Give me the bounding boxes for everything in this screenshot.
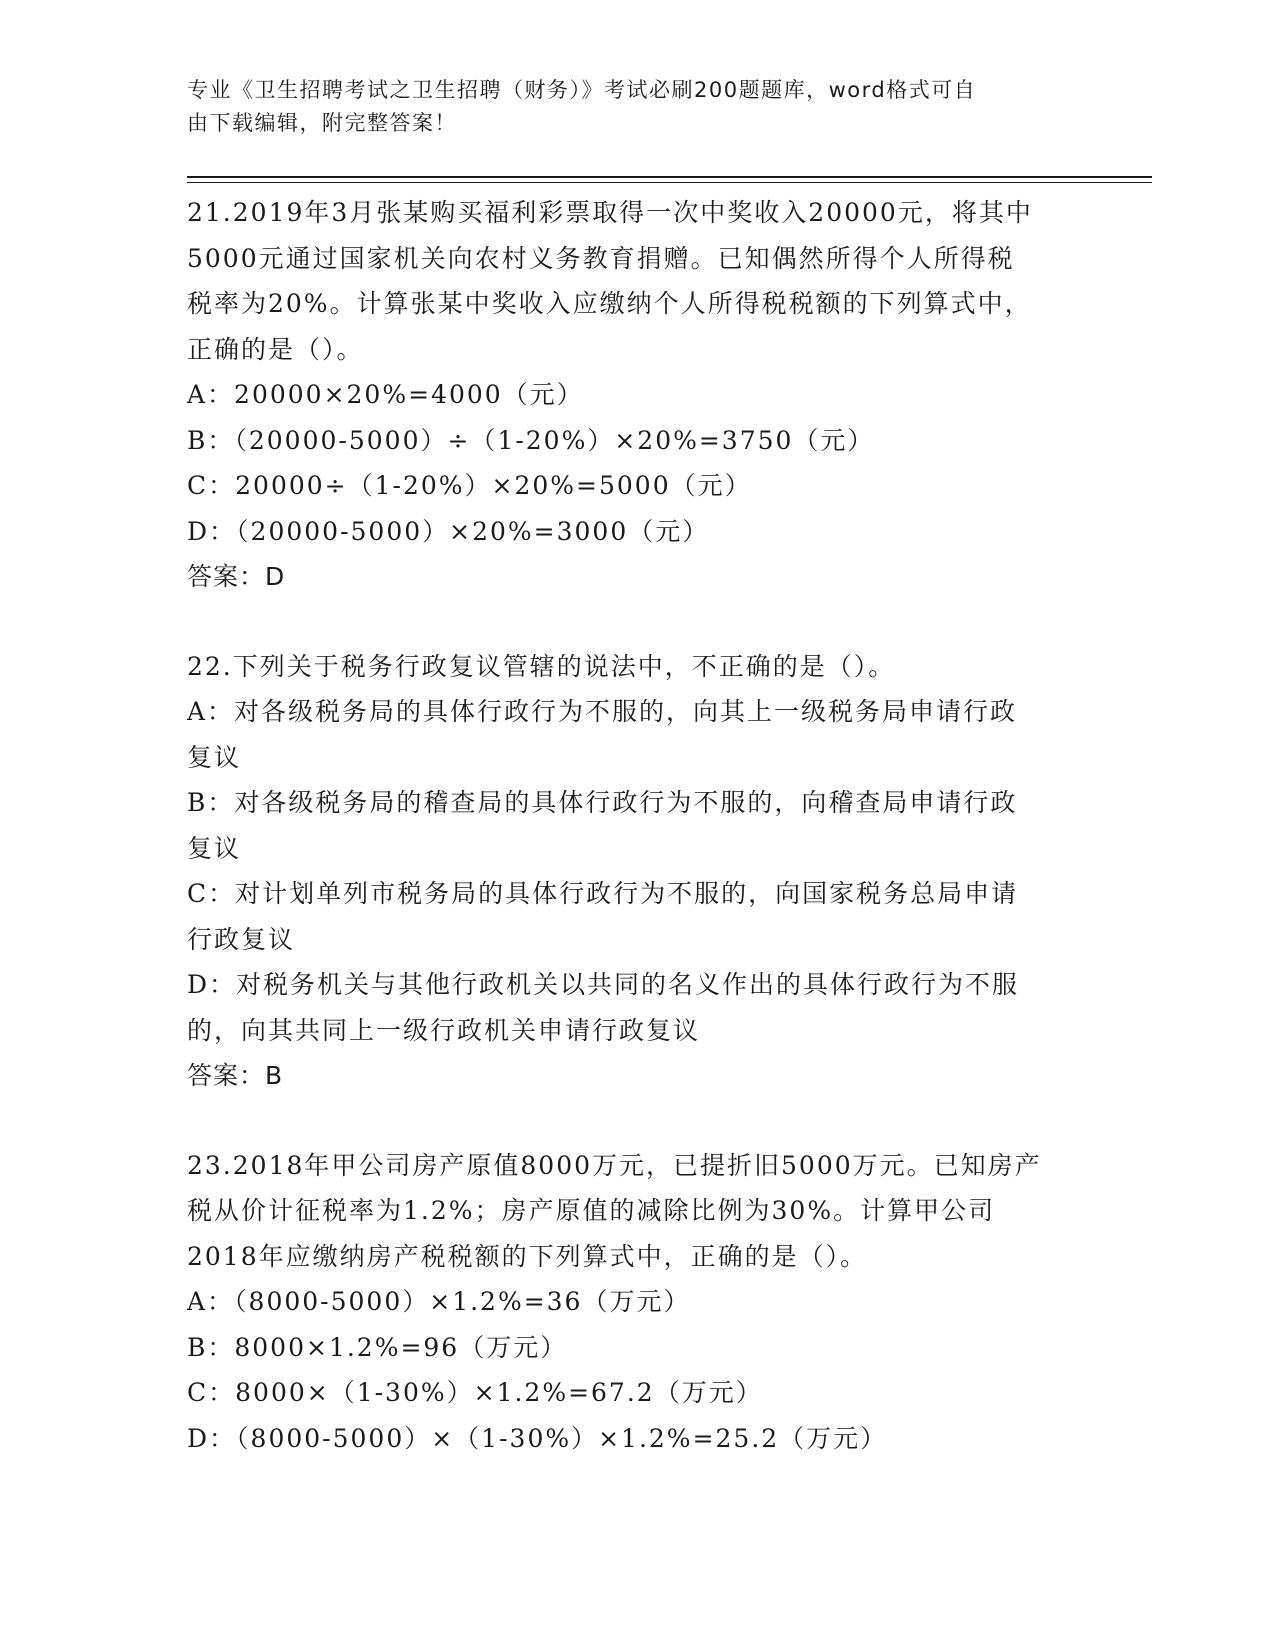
question-stem-line: 21.2019年3月张某购买福利彩票取得一次中奖收入20000元，将其中 bbox=[187, 198, 1033, 227]
question-stem-line: 税率为20%。计算张某中奖收入应缴纳个人所得税税额的下列算式中， bbox=[187, 289, 1032, 318]
question-stem-line: 正确的是（）。 bbox=[187, 334, 364, 364]
question-21 bbox=[187, 190, 1087, 600]
header-line: 专业《卫生招聘考试之卫生招聘（财务）》考试必刷200题题库，word格式可自 bbox=[187, 78, 977, 102]
option-d: D：对税务机关与其他行政机关以共同的名义作出的具体行政行为不服 bbox=[187, 970, 1020, 999]
option-d: D：（20000-5000）×20%=3000（元） bbox=[187, 516, 710, 546]
document-header bbox=[187, 74, 1067, 140]
question-stem-line: 23.2018年甲公司房产原值8000万元，已提折旧5000万元。已知房产 bbox=[187, 1150, 1042, 1180]
option-a: A：（8000-5000）×1.2%=36（万元） bbox=[187, 1287, 691, 1316]
question-22 bbox=[187, 644, 1087, 1099]
answer-label: 答案：D bbox=[187, 562, 286, 591]
option-c: C：对计划单列市税务局的具体行政行为不服的，向国家税务总局申请 bbox=[187, 879, 1019, 908]
option-b: B：8000×1.2%=96（万元） bbox=[187, 1332, 568, 1362]
question-23 bbox=[187, 1143, 1087, 1462]
header-divider bbox=[187, 182, 1152, 183]
option-b: B：对各级税务局的稽查局的具体行政行为不服的，向稽查局申请行政 bbox=[187, 788, 1018, 817]
option-a-continued: 复议 bbox=[187, 742, 242, 772]
option-d: D：（8000-5000）×（1-30%）×1.2%=25.2（万元） bbox=[187, 1423, 888, 1453]
question-stem-line: 税从价计征税率为1.2%；房产原值的减除比例为30%。计算甲公司 bbox=[187, 1196, 996, 1225]
option-a: A：对各级税务局的具体行政行为不服的，向其上一级税务局申请行政 bbox=[187, 697, 1018, 726]
question-list bbox=[187, 190, 1087, 1505]
question-stem-line: 22.下列关于税务行政复议管辖的说法中，不正确的是（）。 bbox=[187, 651, 896, 681]
option-c: C：8000×（1-30%）×1.2%=67.2（万元） bbox=[187, 1378, 763, 1407]
option-b-continued: 复议 bbox=[187, 833, 242, 863]
question-stem-line: 2018年应缴纳房产税税额的下列算式中，正确的是（）。 bbox=[187, 1241, 868, 1271]
question-stem-line: 5000元通过国家机关向农村义务教育捐赠。已知偶然所得个人所得税 bbox=[187, 243, 1015, 273]
option-a: A：20000×20%=4000（元） bbox=[187, 380, 584, 409]
option-d-continued: 的，向其共同上一级行政机关申请行政复议 bbox=[187, 1015, 701, 1045]
answer-label: 答案：B bbox=[187, 1061, 284, 1090]
header-line: 由下载编辑，附完整答案！ bbox=[187, 111, 457, 135]
header-divider bbox=[187, 176, 1152, 178]
option-c-continued: 行政复议 bbox=[187, 924, 296, 954]
option-c: C：20000÷（1-20%）×20%=5000（元） bbox=[187, 471, 752, 500]
option-b: B：（20000-5000）÷（1-20%）×20%=3750（元） bbox=[187, 425, 875, 455]
